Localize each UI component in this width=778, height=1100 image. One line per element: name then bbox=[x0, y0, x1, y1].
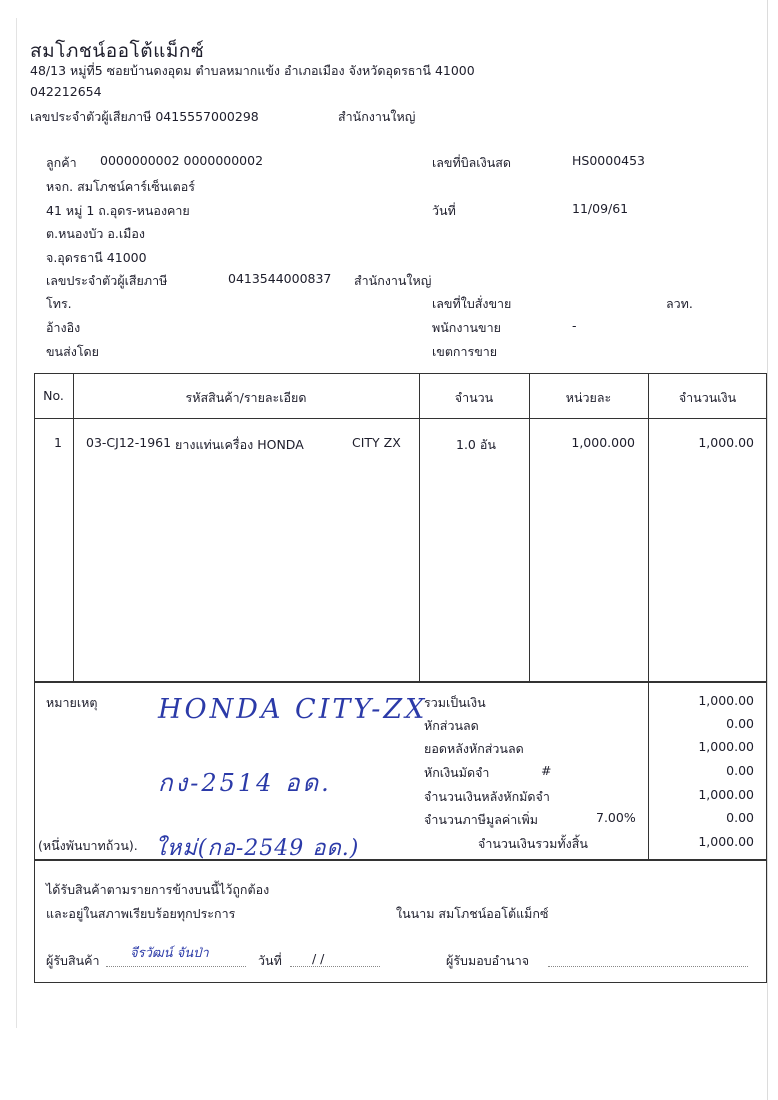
company-phone: 042212654 bbox=[30, 84, 102, 99]
customer-name: หจก. สมโภชน์คาร์เซ็นเตอร์ bbox=[46, 179, 195, 194]
bill-number-label: เลขที่บิลเงินสด bbox=[432, 155, 511, 170]
row-description: ยางแท่นเครื่อง HONDA bbox=[175, 437, 304, 452]
handwritten-model-note: HONDA CITY-ZX bbox=[158, 694, 428, 725]
remarks-label: หมายเหตุ bbox=[46, 695, 98, 710]
header-quantity: จำนวน bbox=[454, 390, 494, 405]
total-subtotal-label: รวมเป็นเงิน bbox=[424, 695, 486, 710]
receipt-date-label: วันที่ bbox=[258, 953, 282, 968]
company-branch: สำนักงานใหญ่ bbox=[338, 109, 416, 124]
total-deposit-label: หักเงินมัดจำ bbox=[424, 765, 490, 780]
total-after-discount-label: ยอดหลังหักส่วนลด bbox=[424, 741, 524, 756]
total-after-discount: 1,000.00 bbox=[698, 739, 754, 754]
total-subtotal: 1,000.00 bbox=[698, 693, 754, 708]
salesperson-label: พนักงานขาย bbox=[432, 320, 501, 335]
row-no: 1 bbox=[54, 435, 62, 450]
order-number: ลวท. bbox=[666, 296, 693, 311]
header-no: No. bbox=[43, 388, 64, 403]
customer-tax-id: 0413544000837 bbox=[228, 271, 332, 286]
customer-phone-label: โทร. bbox=[46, 296, 72, 311]
received-statement-line2: และอยู่ในสภาพเรียบร้อยทุกประการ bbox=[46, 906, 236, 921]
row-product-code: 03-CJ12-1961 bbox=[86, 435, 172, 450]
vat-rate: 7.00% bbox=[596, 810, 636, 825]
customer-code: 0000000002 0000000002 bbox=[100, 153, 264, 168]
on-behalf-of: ในนาม สมโภชน์ออโต้แม็กซ์ bbox=[396, 906, 549, 921]
header-amount: จำนวนเงิน bbox=[678, 390, 737, 405]
handwritten-plate-note: กง-2514 อด. bbox=[158, 769, 332, 797]
received-statement-line1: ได้รับสินค้าตามรายการข้างบนนี้ไว้ถูกต้อง bbox=[46, 882, 270, 897]
company-address: 48/13 หมู่ที่5 ซอยบ้านดงอุดม ตำบลหมากแข้ง อำเภอเมือง จังหวัดอุดรธานี 41000 bbox=[30, 63, 475, 78]
customer-tax-label: เลขประจำตัวผู้เสียภาษี bbox=[46, 273, 168, 288]
date-line bbox=[290, 966, 380, 967]
paper-edge-left bbox=[16, 18, 17, 1028]
table-header-divider bbox=[34, 418, 767, 419]
authorized-signature-line bbox=[548, 966, 748, 967]
receiver-label: ผู้รับสินค้า bbox=[46, 953, 100, 968]
receiver-signature-line bbox=[106, 966, 246, 967]
header-description: รหัสสินค้า/รายละเอียด bbox=[185, 390, 307, 405]
total-vat-label: จำนวนภาษีมูลค่าเพิ่ม bbox=[424, 812, 538, 827]
total-deposit: 0.00 bbox=[726, 763, 754, 778]
deposit-mark: # bbox=[541, 763, 552, 778]
company-name: สมโภชน์ออโต้แม็กซ์ bbox=[30, 40, 205, 62]
bill-date-label: วันที่ bbox=[432, 203, 456, 218]
total-after-deposit: 1,000.00 bbox=[698, 787, 754, 802]
grand-total: 1,000.00 bbox=[698, 834, 754, 849]
order-number-label: เลขที่ใบสั่งขาย bbox=[432, 296, 512, 311]
total-discount: 0.00 bbox=[726, 716, 754, 731]
row-unit-price: 1,000.000 bbox=[571, 435, 635, 450]
customer-reference-label: อ้างอิง bbox=[46, 320, 81, 335]
column-divider bbox=[529, 373, 530, 682]
items-table bbox=[34, 373, 767, 682]
grand-total-label: จำนวนเงินรวมทั้งสิ้น bbox=[478, 836, 588, 851]
header-unit-price: หน่วยละ bbox=[565, 390, 612, 405]
total-vat: 0.00 bbox=[726, 810, 754, 825]
company-tax-id: เลขประจำตัวผู้เสียภาษี 0415557000298 bbox=[30, 109, 259, 124]
customer-address-2: ต.หนองบัว อ.เมือง bbox=[46, 226, 146, 241]
column-divider bbox=[73, 373, 74, 682]
customer-code-label: ลูกค้า bbox=[46, 155, 77, 170]
row-model: CITY ZX bbox=[352, 435, 401, 450]
sales-area-label: เขตการขาย bbox=[432, 344, 498, 359]
total-discount-label: หักส่วนลด bbox=[424, 718, 479, 733]
column-divider bbox=[419, 373, 420, 682]
row-quantity: 1.0 อัน bbox=[456, 437, 496, 452]
receipt-date-blank: / / bbox=[312, 951, 325, 966]
handwritten-new-plate-note: ใหม่(กอ-2549 อด.) bbox=[155, 836, 360, 861]
column-divider bbox=[648, 373, 649, 682]
customer-shipping-label: ขนส่งโดย bbox=[46, 344, 99, 359]
row-amount: 1,000.00 bbox=[698, 435, 754, 450]
paper-edge-right bbox=[767, 0, 768, 1100]
customer-address-1: 41 หมู่ 1 ถ.อุดร-หนองคาย bbox=[46, 203, 190, 218]
authorized-person-label: ผู้รับมอบอำนาจ bbox=[446, 953, 530, 968]
customer-branch: สำนักงานใหญ่ bbox=[354, 273, 432, 288]
customer-address-3: จ.อุดรธานี 41000 bbox=[46, 250, 147, 265]
bill-number: HS0000453 bbox=[572, 153, 646, 168]
receiver-signature: จีรวัฒน์ จันป่า bbox=[130, 946, 209, 961]
total-after-deposit-label: จำนวนเงินหลังหักมัดจำ bbox=[424, 789, 550, 804]
amount-in-words: (หนึ่งพันบาทถ้วน). bbox=[38, 838, 138, 853]
bill-date: 11/09/61 bbox=[572, 201, 629, 216]
salesperson: - bbox=[572, 318, 577, 333]
